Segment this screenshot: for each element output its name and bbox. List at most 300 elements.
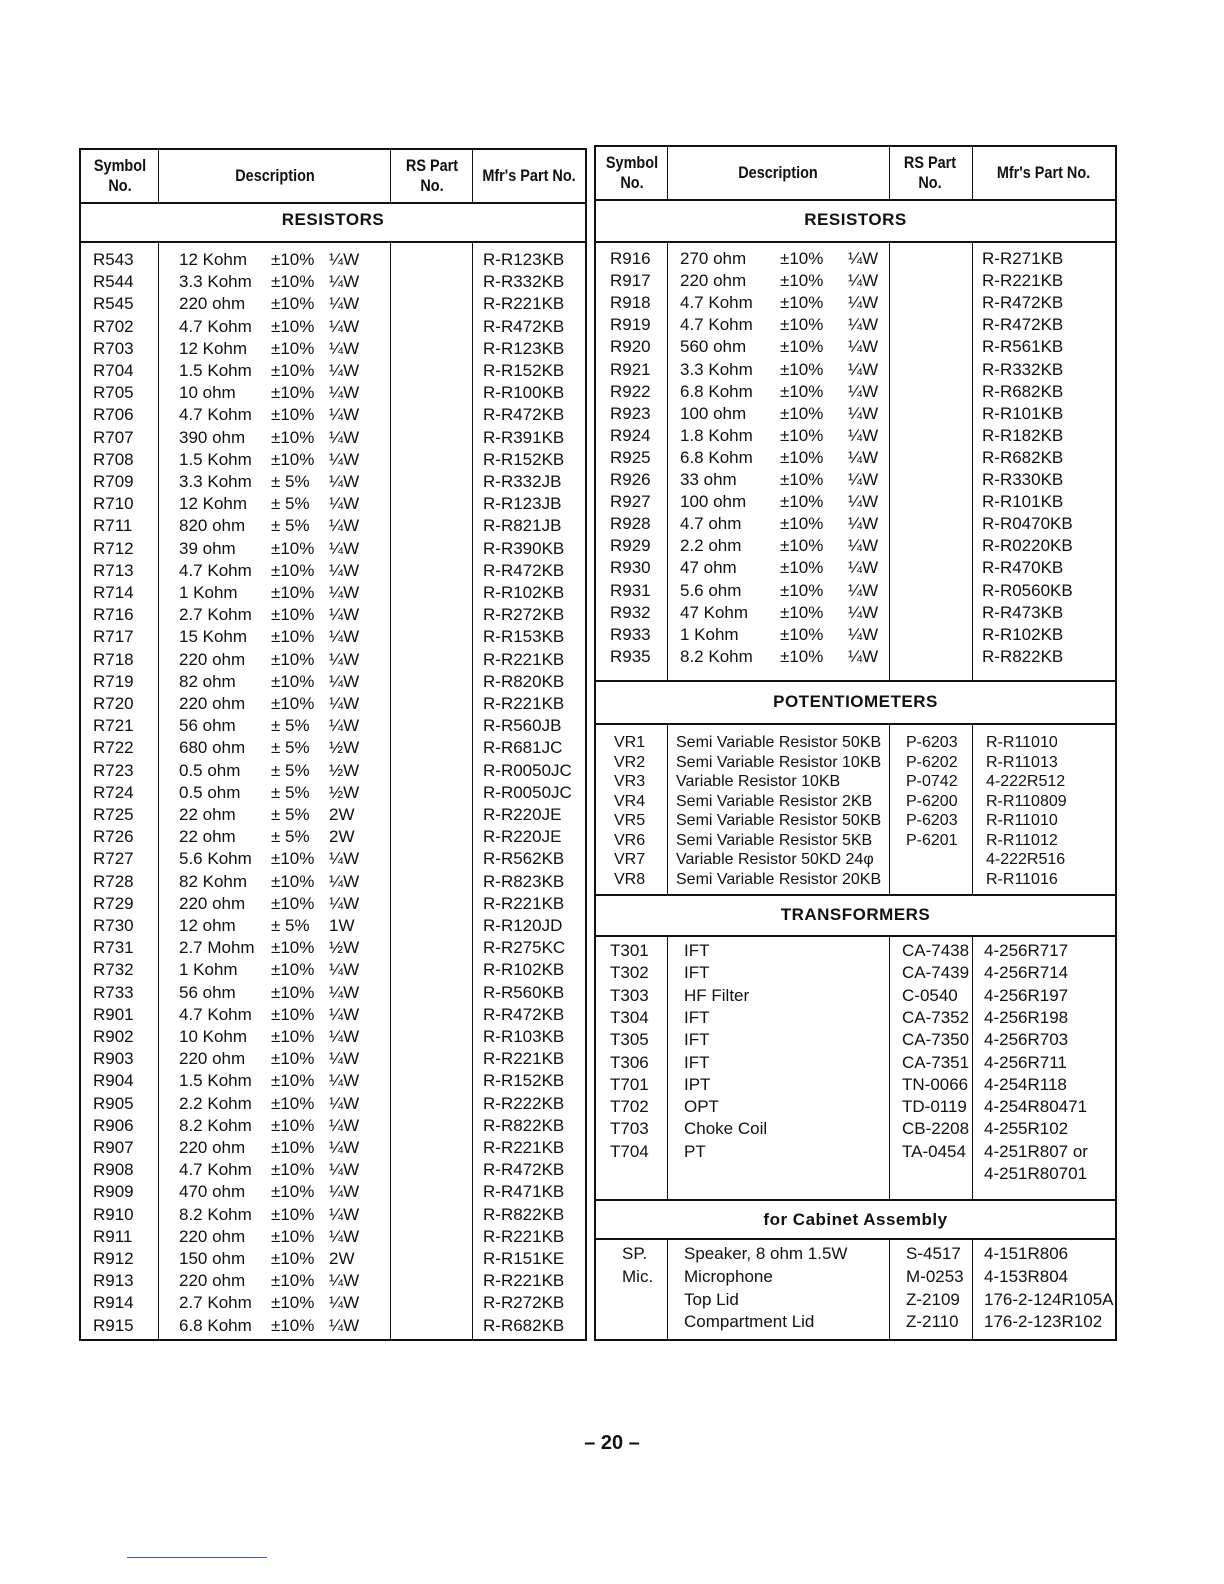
symbol-cell: R732 [93,960,134,980]
mfr-part-cell: R-R472KB [483,1160,565,1180]
table-row [81,471,585,493]
mfr-part-cell: R-R221KB [483,1138,565,1157]
table-row [596,336,1115,358]
mfr-part-cell: R-R110809 [986,792,1067,810]
table-row [596,1118,1115,1140]
header-symbol: Symbol No. [605,153,659,192]
table-row [81,1093,585,1115]
table-row [596,1163,1115,1185]
value-cell: 220 ohm [179,649,246,669]
wattage-cell: ¼W [329,294,360,314]
wattage-cell: 2W [329,805,355,824]
symbol-cell: T306 [610,1052,649,1072]
symbol-cell: R703 [93,338,134,358]
description-cell: HF Filter [684,985,750,1005]
value-cell: 150 ohm [179,1249,246,1268]
wattage-cell: ¼W [329,1027,360,1046]
value-cell: 4.7 Kohm [179,1160,252,1180]
header-symbol: Symbol No. [93,156,147,195]
mfr-part-cell: R-R123JB [483,494,562,514]
tolerance-cell: ±10% [780,602,824,622]
wattage-cell: ¼W [329,272,360,292]
mfr-part-cell: R-R0560KB [982,580,1073,600]
value-cell: 820 ohm [179,516,246,536]
mfr-part-cell: R-R472KB [982,315,1064,335]
wattage-cell: ¼W [848,558,879,578]
table-row [596,580,1115,602]
value-cell: 47 ohm [680,558,737,578]
symbol-cell: R909 [93,1182,134,1202]
symbol-cell: R722 [93,738,134,758]
table-row [596,1289,1115,1311]
symbol-cell: R709 [93,472,134,491]
value-cell: 560 ohm [680,337,747,357]
wattage-cell: ¼W [329,449,360,469]
tolerance-cell: ±10% [780,425,824,445]
tolerance-cell: ±10% [780,359,824,379]
value-cell: 10 ohm [179,383,236,403]
mfr-part-cell: R-R152KB [483,361,565,380]
table-row [81,316,585,338]
description-cell: IFT [684,1030,710,1050]
mfr-part-cell: R-R221KB [982,271,1064,291]
mfr-part-cell: R-R221KB [483,893,565,913]
symbol-cell: R915 [93,1315,134,1335]
header-rs-part: RS Part No. [903,153,957,192]
symbol-cell: R918 [610,293,651,313]
mfr-part-cell: R-R0050JC [483,782,572,802]
wattage-cell: ¼W [329,1204,360,1224]
value-cell: 4.7 ohm [680,514,742,534]
symbol-cell: R723 [93,760,134,780]
table-row [596,1074,1115,1096]
mfr-part-cell: R-R11016 [986,870,1058,888]
symbol-cell: R901 [93,1004,134,1024]
wattage-cell: ¼W [329,849,360,869]
wattage-cell: ¼W [848,359,879,379]
mfr-part-cell: R-R561KB [982,337,1064,357]
symbol-cell: R702 [93,316,134,336]
description-cell: PT [684,1141,706,1161]
tolerance-cell: ±10% [780,536,824,556]
symbol-cell: R725 [93,805,134,824]
table-row [81,249,585,271]
right-table-header [596,147,1115,201]
value-cell: 82 ohm [179,671,236,691]
mfr-part-cell: 4-256R711 [984,1052,1067,1072]
mfr-part-cell: R-R103KB [483,1027,565,1046]
value-cell: 10 Kohm [179,1027,248,1046]
tolerance-cell: ±10% [271,605,315,625]
symbol-cell: R716 [93,605,134,625]
symbol-cell: R543 [93,250,134,269]
symbol-cell: Mic. [622,1266,654,1286]
wattage-cell: ¼W [848,271,879,291]
value-cell: 2.2 Kohm [179,1093,252,1113]
description-cell: Semi Variable Resistor 10KB [676,753,882,771]
tolerance-cell: ±10% [780,580,824,600]
wattage-cell: ¼W [329,405,360,425]
symbol-cell: R726 [93,827,134,847]
wattage-cell: ¼W [329,1093,360,1113]
wattage-cell: ¼W [329,1293,360,1313]
mfr-part-cell: 4-251R807 or [984,1141,1088,1161]
mfr-part-cell: R-R332KB [982,359,1064,379]
mfr-part-cell: R-R152KB [483,1071,565,1091]
table-row [596,1007,1115,1029]
symbol-cell: R902 [93,1027,134,1046]
tolerance-cell: ±10% [271,893,315,913]
tolerance-cell: ±10% [271,849,315,869]
value-cell: 4.7 Kohm [179,560,252,580]
symbol-cell: R927 [610,492,651,512]
tolerance-cell: ±10% [271,405,315,425]
value-cell: 220 ohm [179,1138,246,1157]
value-cell: 2.7 Kohm [179,605,252,625]
description-cell: IFT [684,963,710,983]
symbol-cell: R922 [610,381,651,401]
table-row [81,1115,585,1137]
value-cell: 1 Kohm [179,583,238,602]
mfr-part-cell: R-R823KB [483,871,565,891]
symbol-cell: R921 [610,359,651,379]
wattage-cell: ½W [329,738,360,758]
wattage-cell: ¼W [329,338,360,358]
tolerance-cell: ±10% [271,1293,315,1313]
value-cell: 6.8 Kohm [179,1315,252,1335]
table-row [596,1052,1115,1074]
mfr-part-cell: 4-256R198 [984,1007,1069,1027]
wattage-cell: ¼W [329,560,360,580]
description-cell: Speaker, 8 ohm 1.5W [684,1244,848,1263]
tolerance-cell: ±10% [780,381,824,401]
value-cell: 2.7 Kohm [179,1293,252,1313]
table-row [596,962,1115,984]
wattage-cell: ¼W [329,538,360,558]
symbol-cell: R708 [93,449,134,469]
table-row [81,1159,585,1181]
description-cell: IPT [684,1074,711,1094]
wattage-cell: ¼W [329,1071,360,1091]
tolerance-cell: ± 5% [271,516,310,536]
value-cell: 12 Kohm [179,494,248,514]
table-row [81,1204,585,1226]
table-row [596,602,1115,624]
symbol-cell: R917 [610,271,651,291]
tolerance-cell: ±10% [780,403,824,423]
description-cell: Variable Resistor 10KB [676,773,841,790]
description-cell: Compartment Lid [684,1312,815,1332]
symbol-cell: R916 [610,249,651,268]
table-row [81,360,585,382]
mfr-part-cell: R-R472KB [483,560,565,580]
mfr-part-cell: 4-222R512 [986,773,1066,790]
mfr-part-cell: R-R152KB [483,449,565,469]
value-cell: 6.8 Kohm [680,447,753,467]
wattage-cell: ¼W [329,627,360,647]
wattage-cell: ¼W [848,447,879,467]
table-row [596,940,1115,962]
table-row [81,1026,585,1048]
rs-part-cell: CA-7439 [902,963,970,983]
value-cell: 1 Kohm [179,960,238,980]
tolerance-cell: ± 5% [271,738,310,758]
page-number: – 20 – [584,1432,640,1454]
tolerance-cell: ±10% [271,316,315,336]
tolerance-cell: ±10% [271,1204,315,1224]
value-cell: 1.5 Kohm [179,449,252,469]
wattage-cell: ¼W [329,982,360,1002]
tolerance-cell: ± 5% [271,916,310,935]
value-cell: 3.3 Kohm [179,472,252,491]
table-row [81,804,585,826]
table-row [81,293,585,315]
wattage-cell: ½W [329,782,360,802]
rs-part-cell: P-6203 [906,812,958,829]
symbol-cell: R729 [93,893,134,913]
right-section-resistors: RESISTORS [804,210,907,229]
tolerance-cell: ± 5% [271,716,310,736]
symbol-cell: VR5 [614,812,646,829]
tolerance-cell: ±10% [271,1093,315,1113]
symbol-cell: R908 [93,1160,134,1180]
table-row [81,871,585,893]
mfr-part-cell: 4-254R80471 [984,1097,1088,1117]
mfr-part-cell: R-R0050JC [483,760,572,780]
header-description: Description [235,166,315,185]
value-cell: 33 ohm [680,470,737,489]
tolerance-cell: ±10% [780,492,824,512]
wattage-cell: ¼W [329,316,360,336]
tolerance-cell: ±10% [271,694,315,713]
mfr-part-cell: R-R221KB [483,1271,565,1291]
value-cell: 5.6 ohm [680,580,742,600]
mfr-part-cell: 4-153R804 [984,1266,1069,1286]
wattage-cell: ¼W [329,605,360,625]
value-cell: 470 ohm [179,1182,246,1202]
symbol-cell: R923 [610,403,651,423]
wattage-cell: ¼W [848,624,879,644]
value-cell: 4.7 Kohm [179,1004,252,1024]
symbol-cell: R544 [93,272,134,292]
wattage-cell: ¼W [848,249,879,268]
tolerance-cell: ±10% [780,337,824,357]
symbol-cell: R724 [93,782,134,802]
tolerance-cell: ±10% [271,1115,315,1135]
value-cell: 15 Kohm [179,627,248,647]
value-cell: 2.7 Mohm [179,938,255,958]
tolerance-cell: ±10% [271,272,315,292]
tolerance-cell: ±10% [271,338,315,358]
mfr-part-cell: R-R820KB [483,671,565,691]
mfr-part-cell: R-R221KB [483,1049,565,1069]
value-cell: 4.7 Kohm [680,315,753,335]
symbol-cell: R711 [93,516,133,536]
value-cell: 12 Kohm [179,250,248,269]
symbol-cell: R904 [93,1071,134,1091]
mfr-part-cell: R-R101KB [982,403,1064,423]
mfr-part-cell: R-R332KB [483,272,565,292]
value-cell: 56 ohm [179,716,236,736]
tolerance-cell: ± 5% [271,760,310,780]
symbol-cell: R728 [93,871,134,891]
symbol-cell: T301 [610,941,649,960]
wattage-cell: ¼W [329,1160,360,1180]
symbol-cell: SP. [622,1244,648,1263]
table-row [81,715,585,737]
rs-part-cell: P-6202 [906,753,958,771]
mfr-part-cell: R-R220JE [483,805,562,824]
symbol-cell: R731 [93,938,134,958]
section-transformers: TRANSFORMERS [780,905,931,924]
tolerance-cell: ± 5% [271,494,310,514]
rs-part-cell: C-0540 [902,985,958,1005]
value-cell: 100 ohm [680,403,747,423]
table-row [81,1070,585,1092]
symbol-cell: R920 [610,337,651,357]
left-table-header [81,150,585,204]
mfr-part-cell: R-R562KB [483,849,565,869]
value-cell: 220 ohm [680,271,747,291]
value-cell: 4.7 Kohm [680,293,753,313]
table-row [596,270,1115,292]
tolerance-cell: ± 5% [271,827,310,847]
header-description: Description [738,163,818,182]
wattage-cell: ¼W [329,1049,360,1069]
tolerance-cell: ±10% [780,624,824,644]
wattage-cell: ¼W [329,1315,360,1335]
mfr-part-cell: 4-256R717 [984,941,1069,960]
value-cell: 4.7 Kohm [179,405,252,425]
symbol-cell: T704 [610,1141,649,1161]
tolerance-cell: ±10% [271,538,315,558]
rs-part-cell: Z-2110 [906,1312,959,1332]
symbol-cell: VR1 [614,734,646,751]
tolerance-cell: ±10% [271,294,315,314]
symbol-cell: VR4 [614,792,646,810]
value-cell: 8.2 Kohm [179,1204,252,1224]
table-row [596,381,1115,403]
mfr-part-cell: R-R221KB [483,1226,565,1246]
mfr-part-cell: R-R102KB [483,583,565,602]
mfr-part-cell: R-R151KE [483,1249,565,1268]
description-cell: Variable Resistor 50KD 24φ [676,851,874,868]
tolerance-cell: ±10% [780,470,824,489]
mfr-part-cell: 4-222R516 [986,851,1066,868]
wattage-cell: ¼W [329,1115,360,1135]
table-row [81,1226,585,1248]
description-cell: Semi Variable Resistor 50KB [676,734,882,751]
tolerance-cell: ±10% [271,671,315,691]
wattage-cell: ¼W [848,492,879,512]
mfr-part-cell: R-R123KB [483,338,565,358]
wattage-cell: ¼W [329,250,360,269]
mfr-part-cell: 176-2-124R105A [984,1289,1114,1309]
description-cell: Semi Variable Resistor 50KB [676,812,882,829]
tolerance-cell: ±10% [271,1049,315,1069]
symbol-cell: R929 [610,536,651,556]
symbol-cell: R914 [93,1293,134,1313]
table-row [596,403,1115,425]
table-row [81,560,585,582]
header-mfr-part: Mfr's Part No. [996,163,1091,182]
mfr-part-cell: R-R221KB [483,294,565,314]
rs-part-cell: CA-7351 [902,1052,970,1072]
table-row [81,1137,585,1159]
tolerance-cell: ±10% [271,1226,315,1246]
value-cell: 3.3 Kohm [680,359,753,379]
table-row [596,1141,1115,1163]
tolerance-cell: ±10% [780,447,824,467]
wattage-cell: ¼W [848,580,879,600]
table-row [596,985,1115,1007]
symbol-cell: R545 [93,294,134,314]
wattage-cell: ¼W [848,470,879,489]
tolerance-cell: ±10% [271,871,315,891]
table-row [81,271,585,293]
symbol-cell: R911 [93,1226,133,1246]
wattage-cell: ¼W [329,361,360,380]
mfr-part-cell: R-R470KB [982,558,1064,578]
tolerance-cell: ±10% [271,1138,315,1157]
mfr-part-cell: R-R472KB [483,316,565,336]
mfr-part-cell: R-R472KB [982,293,1064,313]
value-cell: 1 Kohm [680,624,739,644]
value-cell: 22 ohm [179,805,236,824]
tolerance-cell: ±10% [271,1160,315,1180]
mfr-part-cell: 4-251R80701 [984,1164,1088,1183]
wattage-cell: ¼W [848,403,879,423]
value-cell: 1.5 Kohm [179,361,252,380]
table-row [596,1243,1115,1265]
wattage-cell: ¼W [848,514,879,534]
wattage-cell: ¼W [329,472,360,491]
mfr-part-cell: R-R221KB [483,649,565,669]
table-row [81,693,585,715]
value-cell: 22 ohm [179,827,236,847]
symbol-cell: R705 [93,383,134,403]
symbol-cell: R707 [93,427,134,447]
wattage-cell: ¼W [329,494,360,514]
tolerance-cell: ±10% [271,1249,315,1268]
wattage-cell: ¼W [329,871,360,891]
tolerance-cell: ±10% [271,627,315,647]
symbol-cell: R733 [93,982,134,1002]
table-row [596,624,1115,646]
mfr-part-cell: R-R0220KB [982,536,1073,556]
mfr-part-cell: R-R332JB [483,472,562,491]
table-row [596,1311,1115,1333]
table-row [81,671,585,693]
table-row [81,404,585,426]
mfr-part-cell: R-R102KB [982,624,1064,644]
wattage-cell: ¼W [848,602,879,622]
rs-part-cell: TN-0066 [902,1074,969,1094]
table-row [596,359,1115,381]
wattage-cell: 2W [329,1249,355,1268]
symbol-cell: R907 [93,1138,134,1157]
tolerance-cell: ±10% [780,514,824,534]
value-cell: 8.2 Kohm [680,646,753,666]
mfr-part-cell: R-R11012 [986,831,1058,849]
description-cell: Microphone [684,1266,773,1286]
tolerance-cell: ±10% [271,1271,315,1291]
wattage-cell: ¼W [329,694,360,713]
table-row [596,869,1115,891]
table-row [596,447,1115,469]
mfr-part-cell: R-R682KB [982,381,1064,401]
table-row [81,382,585,404]
